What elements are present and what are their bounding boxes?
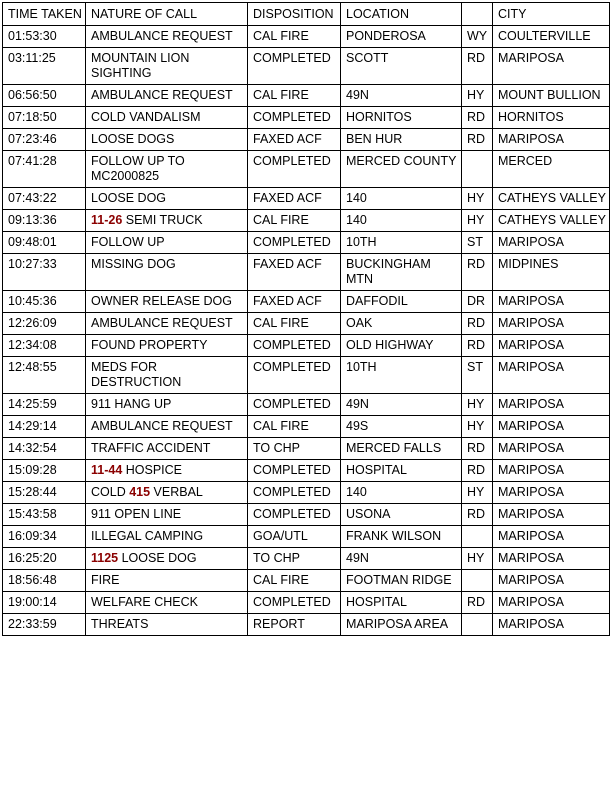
table-row — [3, 151, 610, 188]
table-row — [3, 313, 610, 335]
cell-disposition: REPORT — [248, 614, 341, 636]
cell-location: 10TH — [341, 357, 462, 394]
call-code: 11-44 — [91, 463, 123, 477]
table-row — [3, 482, 610, 504]
cell-location: USONA — [341, 504, 462, 526]
cell-time: 01:53:30 — [3, 26, 86, 48]
cell-nature — [86, 210, 248, 232]
cell-nature — [86, 482, 248, 504]
nature-text: TRAFFIC ACCIDENT — [91, 441, 211, 455]
cell-nature — [86, 129, 248, 151]
cell-suffix: RD — [462, 129, 493, 151]
cell-city: MARIPOSA — [493, 416, 610, 438]
cell-time: 09:48:01 — [3, 232, 86, 254]
header-location: LOCATION — [341, 3, 462, 26]
cell-nature — [86, 151, 248, 188]
cell-nature — [86, 313, 248, 335]
call-log-table — [2, 2, 610, 636]
cell-location: 140 — [341, 210, 462, 232]
table-row — [3, 570, 610, 592]
cell-time: 10:27:33 — [3, 254, 86, 291]
cell-nature — [86, 291, 248, 313]
cell-suffix: HY — [462, 210, 493, 232]
cell-city: MARIPOSA — [493, 570, 610, 592]
cell-nature — [86, 254, 248, 291]
table-row — [3, 460, 610, 482]
cell-city: MARIPOSA — [493, 460, 610, 482]
cell-time: 15:43:58 — [3, 504, 86, 526]
cell-time: 10:45:36 — [3, 291, 86, 313]
table-row — [3, 129, 610, 151]
cell-time: 07:18:50 — [3, 107, 86, 129]
cell-disposition: COMPLETED — [248, 357, 341, 394]
table-row — [3, 254, 610, 291]
table-row — [3, 335, 610, 357]
cell-time: 12:26:09 — [3, 313, 86, 335]
cell-disposition: COMPLETED — [248, 482, 341, 504]
cell-location: HORNITOS — [341, 107, 462, 129]
cell-city: MARIPOSA — [493, 614, 610, 636]
cell-suffix — [462, 151, 493, 188]
header-time-taken: TIME TAKEN — [3, 3, 86, 26]
table-row — [3, 504, 610, 526]
cell-city: COULTERVILLE — [493, 26, 610, 48]
table-row — [3, 188, 610, 210]
cell-city: MARIPOSA — [493, 548, 610, 570]
table-row — [3, 48, 610, 85]
cell-city: MARIPOSA — [493, 394, 610, 416]
cell-nature — [86, 335, 248, 357]
nature-text: THREATS — [91, 617, 149, 631]
cell-time: 18:56:48 — [3, 570, 86, 592]
header-suffix — [462, 3, 493, 26]
table-row — [3, 210, 610, 232]
cell-time: 07:23:46 — [3, 129, 86, 151]
cell-city: MARIPOSA — [493, 129, 610, 151]
call-code: 11-26 — [91, 213, 123, 227]
cell-location: MERCED FALLS — [341, 438, 462, 460]
cell-nature — [86, 85, 248, 107]
cell-location: MERCED COUNTY — [341, 151, 462, 188]
cell-suffix: HY — [462, 394, 493, 416]
cell-suffix: RD — [462, 438, 493, 460]
cell-city: CATHEYS VALLEY — [493, 210, 610, 232]
cell-nature — [86, 357, 248, 394]
nature-text: FOLLOW UP — [91, 235, 165, 249]
nature-text: 911 HANG UP — [91, 397, 172, 411]
cell-disposition: TO CHP — [248, 438, 341, 460]
cell-disposition: CAL FIRE — [248, 313, 341, 335]
nature-text: FOLLOW UP TO MC2000825 — [91, 154, 185, 183]
table-row — [3, 438, 610, 460]
cell-disposition: CAL FIRE — [248, 570, 341, 592]
cell-disposition: COMPLETED — [248, 107, 341, 129]
cell-location: HOSPITAL — [341, 460, 462, 482]
cell-nature — [86, 504, 248, 526]
cell-suffix: HY — [462, 416, 493, 438]
cell-disposition: COMPLETED — [248, 394, 341, 416]
nature-text: MOUNTAIN LION SIGHTING — [91, 51, 190, 80]
cell-nature — [86, 394, 248, 416]
cell-nature — [86, 592, 248, 614]
nature-text: SEMI TRUCK — [122, 213, 203, 227]
cell-nature — [86, 26, 248, 48]
cell-time: 16:25:20 — [3, 548, 86, 570]
nature-text: LOOSE DOGS — [91, 132, 175, 146]
nature-text: ILLEGAL CAMPING — [91, 529, 204, 543]
cell-city: MARIPOSA — [493, 438, 610, 460]
table-row — [3, 107, 610, 129]
nature-text: OWNER RELEASE DOG — [91, 294, 232, 308]
cell-nature — [86, 548, 248, 570]
cell-city: MARIPOSA — [493, 313, 610, 335]
cell-time: 19:00:14 — [3, 592, 86, 614]
cell-time: 07:43:22 — [3, 188, 86, 210]
nature-text: AMBULANCE REQUEST — [91, 419, 233, 433]
cell-location: HOSPITAL — [341, 592, 462, 614]
cell-time: 03:11:25 — [3, 48, 86, 85]
cell-disposition: COMPLETED — [248, 460, 341, 482]
header-row — [3, 3, 610, 26]
cell-location: 10TH — [341, 232, 462, 254]
nature-text: LOOSE DOG — [91, 191, 167, 205]
cell-city: MARIPOSA — [493, 592, 610, 614]
cell-disposition: FAXED ACF — [248, 188, 341, 210]
cell-location: OLD HIGHWAY — [341, 335, 462, 357]
cell-time: 15:09:28 — [3, 460, 86, 482]
cell-nature — [86, 460, 248, 482]
cell-city: MIDPINES — [493, 254, 610, 291]
cell-suffix: WY — [462, 26, 493, 48]
nature-text: FIRE — [91, 573, 120, 587]
nature-text: AMBULANCE REQUEST — [91, 29, 233, 43]
table-row — [3, 548, 610, 570]
cell-nature — [86, 614, 248, 636]
cell-time: 09:13:36 — [3, 210, 86, 232]
cell-nature — [86, 48, 248, 85]
cell-time: 22:33:59 — [3, 614, 86, 636]
cell-location: FOOTMAN RIDGE — [341, 570, 462, 592]
cell-suffix: RD — [462, 335, 493, 357]
cell-disposition: COMPLETED — [248, 48, 341, 85]
cell-time: 14:32:54 — [3, 438, 86, 460]
cell-city: MARIPOSA — [493, 232, 610, 254]
cell-nature — [86, 416, 248, 438]
table-row — [3, 232, 610, 254]
cell-suffix: RD — [462, 592, 493, 614]
nature-text: LOOSE DOG — [118, 551, 197, 565]
table-row — [3, 526, 610, 548]
table-row — [3, 26, 610, 48]
cell-disposition: FAXED ACF — [248, 254, 341, 291]
table-row — [3, 394, 610, 416]
cell-time: 12:48:55 — [3, 357, 86, 394]
table-row — [3, 416, 610, 438]
cell-nature — [86, 232, 248, 254]
cell-time: 15:28:44 — [3, 482, 86, 504]
cell-location: MARIPOSA AREA — [341, 614, 462, 636]
cell-suffix: RD — [462, 504, 493, 526]
nature-text: VERBAL — [150, 485, 203, 499]
call-code: 1125 — [91, 551, 119, 565]
table-row — [3, 614, 610, 636]
cell-suffix: HY — [462, 85, 493, 107]
cell-nature — [86, 526, 248, 548]
cell-suffix: RD — [462, 313, 493, 335]
cell-disposition: COMPLETED — [248, 232, 341, 254]
table-row — [3, 85, 610, 107]
nature-text: WELFARE CHECK — [91, 595, 198, 609]
cell-city: MARIPOSA — [493, 291, 610, 313]
cell-nature — [86, 107, 248, 129]
cell-disposition: CAL FIRE — [248, 26, 341, 48]
cell-suffix: HY — [462, 188, 493, 210]
cell-disposition: CAL FIRE — [248, 210, 341, 232]
cell-disposition: COMPLETED — [248, 504, 341, 526]
cell-location: OAK — [341, 313, 462, 335]
cell-suffix: RD — [462, 460, 493, 482]
cell-disposition: COMPLETED — [248, 335, 341, 357]
call-code: 415 — [129, 485, 151, 499]
cell-disposition: COMPLETED — [248, 592, 341, 614]
cell-city: MARIPOSA — [493, 482, 610, 504]
nature-text: COLD VANDALISM — [91, 110, 201, 124]
nature-text: HOSPICE — [122, 463, 183, 477]
cell-suffix: RD — [462, 107, 493, 129]
cell-disposition: TO CHP — [248, 548, 341, 570]
header-city: CITY — [493, 3, 610, 26]
cell-city: MARIPOSA — [493, 526, 610, 548]
cell-disposition: CAL FIRE — [248, 85, 341, 107]
header-disposition: DISPOSITION — [248, 3, 341, 26]
nature-text: MEDS FOR DESTRUCTION — [91, 360, 182, 389]
cell-time: 16:09:34 — [3, 526, 86, 548]
cell-nature — [86, 570, 248, 592]
cell-suffix — [462, 614, 493, 636]
cell-city: MARIPOSA — [493, 504, 610, 526]
cell-suffix: ST — [462, 232, 493, 254]
nature-text: FOUND PROPERTY — [91, 338, 208, 352]
cell-suffix: DR — [462, 291, 493, 313]
cell-city: MOUNT BULLION — [493, 85, 610, 107]
cell-city: MARIPOSA — [493, 48, 610, 85]
nature-text: COLD — [91, 485, 130, 499]
cell-disposition: FAXED ACF — [248, 129, 341, 151]
cell-location: SCOTT — [341, 48, 462, 85]
cell-city: MARIPOSA — [493, 335, 610, 357]
table-row — [3, 592, 610, 614]
header-nature-of-call: NATURE OF CALL — [86, 3, 248, 26]
cell-location: FRANK WILSON — [341, 526, 462, 548]
cell-time: 06:56:50 — [3, 85, 86, 107]
cell-suffix: RD — [462, 48, 493, 85]
cell-suffix: HY — [462, 482, 493, 504]
cell-suffix: RD — [462, 254, 493, 291]
cell-location: 49N — [341, 85, 462, 107]
cell-disposition: CAL FIRE — [248, 416, 341, 438]
cell-location: 49N — [341, 394, 462, 416]
cell-location: BEN HUR — [341, 129, 462, 151]
cell-location: 49N — [341, 548, 462, 570]
cell-time: 12:34:08 — [3, 335, 86, 357]
cell-time: 07:41:28 — [3, 151, 86, 188]
cell-location: DAFFODIL — [341, 291, 462, 313]
cell-location: PONDEROSA — [341, 26, 462, 48]
nature-text: AMBULANCE REQUEST — [91, 88, 233, 102]
cell-location: 49S — [341, 416, 462, 438]
cell-suffix: ST — [462, 357, 493, 394]
cell-time: 14:29:14 — [3, 416, 86, 438]
cell-nature — [86, 438, 248, 460]
cell-location: BUCKINGHAM MTN — [341, 254, 462, 291]
nature-text: 911 OPEN LINE — [91, 507, 182, 521]
cell-disposition: FAXED ACF — [248, 291, 341, 313]
cell-city: HORNITOS — [493, 107, 610, 129]
cell-city: MERCED — [493, 151, 610, 188]
nature-text: AMBULANCE REQUEST — [91, 316, 233, 330]
cell-time: 14:25:59 — [3, 394, 86, 416]
cell-location: 140 — [341, 482, 462, 504]
cell-disposition: GOA/UTL — [248, 526, 341, 548]
cell-suffix — [462, 526, 493, 548]
cell-nature — [86, 188, 248, 210]
cell-suffix — [462, 570, 493, 592]
cell-city: CATHEYS VALLEY — [493, 188, 610, 210]
cell-suffix: HY — [462, 548, 493, 570]
nature-text: MISSING DOG — [91, 257, 176, 271]
cell-disposition: COMPLETED — [248, 151, 341, 188]
table-row — [3, 291, 610, 313]
cell-city: MARIPOSA — [493, 357, 610, 394]
table-row — [3, 357, 610, 394]
cell-location: 140 — [341, 188, 462, 210]
